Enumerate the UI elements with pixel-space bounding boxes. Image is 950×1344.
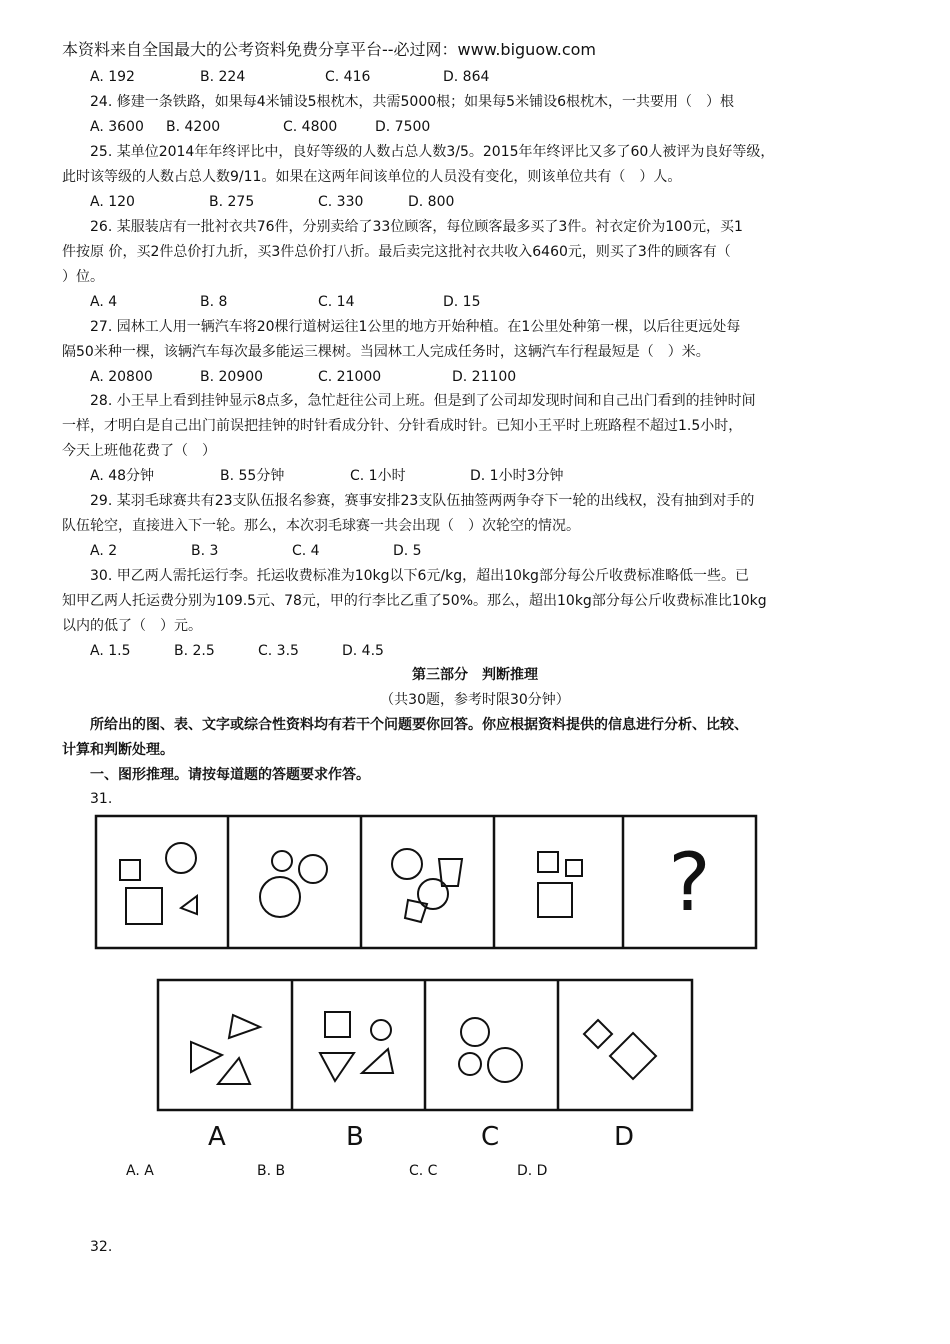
section-title: 第三部分 判断推理 bbox=[412, 667, 538, 683]
q28-option-a: A. 48分钟 bbox=[90, 468, 155, 484]
q25-text-2: 此时该等级的人数占总人数9/11。如果在这两年间该单位的人员没有变化，则该单位共有（ ）人。 bbox=[62, 169, 682, 185]
q31-panel-4 bbox=[538, 852, 582, 917]
q30-option-c: C. 3.5 bbox=[258, 643, 299, 659]
q27-text-2: 隔50米种一棵，该辆汽车每次最多能运三棵树。当园林工人完成任务时，这辆汽车行程最短是（ ）米。 bbox=[62, 344, 710, 360]
q31-choice-label-b: B bbox=[346, 1122, 364, 1152]
q29-text-2: 队伍轮空，直接进入下一轮。那么，本次羽毛球赛一共会出现（ ）次轮空的情况。 bbox=[62, 518, 580, 534]
q31-choice-c-figure bbox=[459, 1018, 522, 1082]
q31-question-mark: ? bbox=[668, 836, 711, 929]
q26-option-a: A. 4 bbox=[90, 294, 118, 310]
q29-option-a: A. 2 bbox=[90, 543, 118, 559]
q26-text-3: ）位。 bbox=[62, 269, 104, 285]
q25-option-c: C. 330 bbox=[318, 194, 364, 210]
q27-option-b: B. 20900 bbox=[200, 369, 264, 385]
q23-option-c: C. 416 bbox=[325, 69, 371, 85]
q31-choice-label-c: C bbox=[481, 1122, 500, 1152]
q28-option-c: C. 1小时 bbox=[350, 468, 406, 484]
q30-text-2: 知甲乙两人托运费分别为109.5元、78元，甲的行李比乙重了50%。那么，超出10kg部分每公斤收费标准比10kg bbox=[62, 593, 767, 609]
q31-option-d: D. D bbox=[517, 1163, 548, 1179]
q27-text-1: 27. 园林工人用一辆汽车将20棵行道树运往1公里的地方开始种植。在1公里处种第一棵，以后往更远处每 bbox=[90, 319, 741, 335]
q29-option-d: D. 5 bbox=[393, 543, 422, 559]
q31-choice-label-a: A bbox=[208, 1122, 226, 1152]
q27-option-c: C. 21000 bbox=[318, 369, 382, 385]
q32-number: 32. bbox=[90, 1239, 113, 1255]
q29-text-1: 29. 某羽毛球赛共有23支队伍报名参赛，赛事安排23支队伍抽签两两争夺下一轮的出线权，没有抽到对手的 bbox=[90, 493, 755, 509]
q23-option-b: B. 224 bbox=[200, 69, 246, 85]
q23-option-d: D. 864 bbox=[443, 69, 490, 85]
q31-option-b: B. B bbox=[257, 1163, 286, 1179]
q30-option-d: D. 4.5 bbox=[342, 643, 384, 659]
q28-option-b: B. 55分钟 bbox=[220, 468, 285, 484]
q30-option-b: B. 2.5 bbox=[174, 643, 215, 659]
q26-option-d: D. 15 bbox=[443, 294, 481, 310]
q25-text-1: 25. 某单位2014年年终评比中，良好等级的人数占总人数3/5。2015年年终评比又多了60人被评为良好等级， bbox=[90, 144, 775, 160]
q30-option-a: A. 1.5 bbox=[90, 643, 131, 659]
q25-option-a: A. 120 bbox=[90, 194, 135, 210]
q28-text-2: 一样，才明白是自己出门前误把挂钟的时针看成分针、分针看成时针。已知小王平时上班路程不超过1.5小时， bbox=[62, 418, 743, 434]
q31-choice-label-d: D bbox=[614, 1122, 635, 1152]
q28-option-d: D. 1小时3分钟 bbox=[470, 468, 564, 484]
q29-option-c: C. 4 bbox=[292, 543, 320, 559]
q28-text-1: 28. 小王早上看到挂钟显示8点多，急忙赶往公司上班。但是到了公司却发现时间和自己出门看到的挂钟时间 bbox=[90, 393, 756, 409]
q26-text-2: 件按原 价，买2件总价打九折，买3件总价打八折。最后卖完这批衬衣共收入6460元，则买了3件的顾客有（ bbox=[62, 244, 731, 260]
q31-option-c: C. C bbox=[409, 1163, 438, 1179]
q31-number: 31. bbox=[90, 791, 113, 807]
section-subtitle: （共30题，参考时限30分钟） bbox=[380, 692, 570, 708]
q24-text: 24. 修建一条铁路，如果每4米铺设5根枕木，共需5000根；如果每5米铺设6根枕木，一共要用（ ）根 bbox=[90, 94, 734, 110]
q24-option-a: A. 3600 bbox=[90, 119, 144, 135]
q25-option-b: B. 275 bbox=[209, 194, 255, 210]
q31-option-a: A. A bbox=[126, 1163, 154, 1179]
q31-panel-2 bbox=[260, 851, 327, 917]
q27-option-d: D. 21100 bbox=[452, 369, 517, 385]
q24-option-c: C. 4800 bbox=[283, 119, 338, 135]
q30-text-3: 以内的低了（ ）元。 bbox=[62, 618, 202, 634]
section-part-1: 一、图形推理。请按每道题的答题要求作答。 bbox=[90, 767, 370, 783]
page-header: 本资料来自全国最大的公考资料免费分享平台--必过网：www.biguow.com bbox=[62, 40, 596, 59]
q31-choice-b-figure bbox=[320, 1012, 393, 1081]
q27-option-a: A. 20800 bbox=[90, 369, 153, 385]
q24-option-b: B. 4200 bbox=[166, 119, 221, 135]
q31-panel-3 bbox=[392, 849, 462, 922]
section-intro-1: 所给出的图、表、文字或综合性资料均有若干个问题要你回答。你应根据资料提供的信息进行分析、比较、 bbox=[90, 717, 748, 733]
q29-option-b: B. 3 bbox=[191, 543, 219, 559]
q25-option-d: D. 800 bbox=[408, 194, 455, 210]
q24-option-d: D. 7500 bbox=[375, 119, 431, 135]
q31-choice-a-figure bbox=[191, 1015, 260, 1084]
q26-text-1: 26. 某服装店有一批衬衣共76件，分别卖给了33位顾客，每位顾客最多买了3件。衬衣定价为100元，买1 bbox=[90, 219, 743, 235]
q23-option-a: A. 192 bbox=[90, 69, 135, 85]
q31-panel-1 bbox=[120, 843, 197, 924]
q31-choice-d-figure bbox=[584, 1020, 656, 1079]
q26-option-c: C. 14 bbox=[318, 294, 355, 310]
q30-text-1: 30. 甲乙两人需托运行李。托运收费标准为10kg以下6元/kg，超出10kg部分每公斤收费标准略低一些。已 bbox=[90, 568, 749, 584]
q26-option-b: B. 8 bbox=[200, 294, 228, 310]
section-intro-2: 计算和判断处理。 bbox=[62, 742, 174, 758]
q28-text-3: 今天上班他花费了（ ） bbox=[62, 443, 216, 459]
